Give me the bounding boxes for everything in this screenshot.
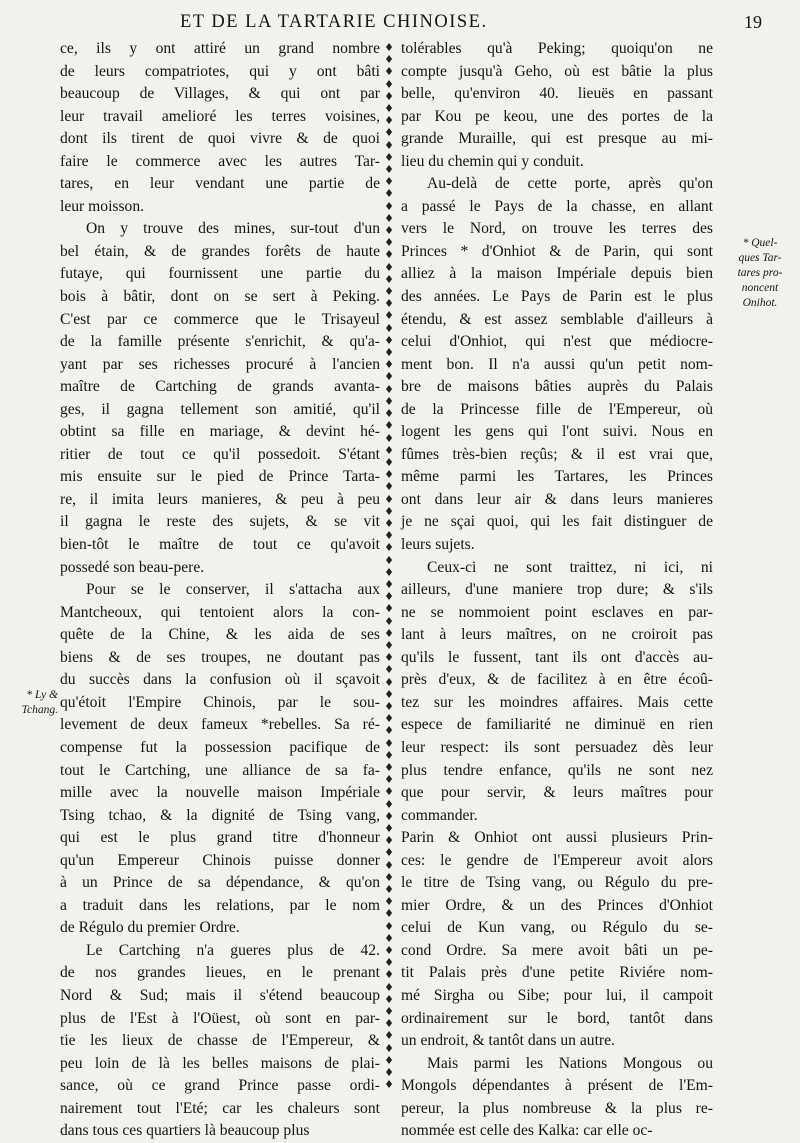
text-line: Pour se le conserver, il s'attacha aux	[86, 581, 380, 599]
text-line: ritier de tout ce qu'il possedoit. S'étant	[60, 445, 380, 463]
text-line: par Kou pe keou, une des portes de la	[401, 107, 713, 125]
text-line: mille avec la nouvelle maison Impériale	[60, 784, 380, 802]
text-line: mé Sirgha ou Sibe; pour lui, il campoit	[401, 986, 713, 1004]
text-line: Parin & Onhiot ont aussi plusieurs Prin-	[401, 829, 713, 847]
text-line: bre de maisons bâties auprès du Palais	[401, 378, 713, 396]
text-line: tares, en leur vendant une partie de	[60, 175, 380, 193]
text-line: nommée est celle des Kalka: car elle oc-	[401, 1122, 653, 1140]
text-line: à un Prince de sa dépendance, & qu'on	[60, 874, 380, 892]
text-line: tout le Cartching, une alliance de sa fa-	[60, 761, 380, 779]
text-line: je ne sçai quoi, qui les fait distinguer de	[401, 513, 713, 531]
text-line: plus de l'Est à l'Oüest, où sont en par-	[60, 1009, 380, 1027]
text-line: vers le Nord, on trouve les terres des	[401, 220, 713, 238]
text-line: compense fut la possession pacifique de	[60, 738, 380, 756]
text-line: belle, qu'environ 40. lieuës en passant	[401, 85, 713, 103]
text-line: espece de familiarité ne diminuë en rien	[401, 716, 713, 734]
text-line: qu'ils le fussent, tant ils ont d'accès au-	[401, 648, 713, 666]
text-line: ont dans leur air & dans leurs manieres	[401, 490, 713, 508]
text-line: ces: le gendre de l'Empereur avoit alors	[401, 851, 713, 869]
margin-note-line: * Ly &	[26, 689, 58, 701]
margin-note-line: Onihot.	[742, 297, 778, 309]
text-line: étendu, & est assez semblable d'ailleurs à	[401, 310, 713, 328]
text-line: alliez à la maison Impériale depuis bien	[401, 265, 713, 283]
text-line: yant par ses richesses procuré à l'ancien	[60, 355, 380, 373]
text-line: leur moisson.	[60, 197, 145, 215]
text-line: lieu du chemin qui y conduit.	[401, 152, 584, 170]
text-line: dont ils tirent de quoi vivre & de quoi	[60, 130, 380, 148]
text-line: ment bon. Il n'a aussi qu'un petit nom-	[401, 355, 713, 373]
text-line: même parmi les Tartares, les Princes	[401, 468, 713, 486]
text-line: lant à leurs maîtres, on ne croiroit pas	[401, 626, 713, 644]
ornamental-column-divider: ♦ ♦ ♦ ♦ ♦ ♦ ♦ ♦ ♦ ♦ ♦ ♦ ♦ ♦ ♦ ♦ ♦ ♦ ♦ ♦ ♦ ♦ ♦ ♦ ♦ ♦ ♦ ♦ ♦ ♦ ♦ ♦ ♦ ♦ ♦ ♦ ♦ ♦ ♦ ♦ ♦ ♦ ♦ ♦ ♦ ♦ ♦ ♦ ♦ ♦ ♦ ♦ ♦ ♦ ♦ ♦ ♦ ♦ ♦ ♦ ♦ ♦ ♦ ♦ ♦ ♦ ♦ ♦ ♦ ♦ ♦ ♦ ♦ ♦ ♦ ♦ ♦ ♦ ♦ ♦ ♦ ♦ ♦ ♦ ♦ ♦	[384, 41, 394, 1092]
text-line: du succès dans la confusion où il sçavoit	[60, 671, 380, 689]
text-line: bois à bâtir, dont on se sert à Peking.	[60, 288, 380, 306]
text-line: possedé son beau-pere.	[60, 558, 205, 576]
text-line: logent les gens qui l'ont suivi. Nous en	[401, 423, 713, 441]
text-line: un endroit, & tantôt dans un autre.	[401, 1032, 615, 1050]
left-text-column	[60, 38, 380, 1143]
text-line: sance, où ce grand Prince passe ordi-	[60, 1077, 380, 1095]
margin-note-right	[724, 236, 796, 311]
text-line: biens & de ses troupes, ne doutant pas	[60, 648, 380, 666]
text-line: de leurs compatriotes, qui y ont bâti	[60, 62, 380, 80]
text-line: de la famille présente s'enrichit, & qu'a-	[60, 333, 380, 351]
text-line: beaucoup de Villages, & qui ont par	[60, 85, 380, 103]
text-line: qu'un Empereur Chinois puisse donner	[60, 851, 380, 869]
text-line: faire le commerce avec les autres Tar-	[60, 152, 380, 170]
text-line: Ceux-ci ne sont traittez, ni ici, ni	[427, 558, 713, 576]
text-line: il gagna le reste des sujets, & se vit	[60, 513, 380, 531]
margin-note-line: noncent	[741, 282, 779, 294]
text-line: pereur, la plus nombreuse & la plus re-	[401, 1099, 713, 1117]
text-line: tit Palais près d'une petite Riviére nom-	[401, 964, 713, 982]
text-line: nairement tout l'Eté; car les chaleurs sont	[60, 1099, 380, 1117]
text-line: des années. Le Pays de Parin est le plus	[401, 288, 713, 306]
text-line: dans tous ces quartiers là beaucoup plus	[60, 1122, 310, 1140]
text-line: obtint sa fille en mariage, & devint hé-	[60, 423, 380, 441]
text-line: mier Ordre, & un des Princes d'Onhiot	[401, 896, 713, 914]
text-line: ce, ils y ont attiré un grand nombre	[60, 40, 380, 57]
text-line: Nord & Sud; mais il s'étend beaucoup	[60, 986, 380, 1004]
text-line: leurs sujets.	[401, 536, 475, 554]
margin-note-line: tares pro-	[737, 267, 783, 279]
margin-note-line: Tchang.	[21, 704, 58, 716]
text-line: levement de deux fameux *rebelles. Sa ré-	[60, 716, 380, 734]
text-line: leur respect: ils sont persuadez dès leur	[401, 738, 713, 756]
text-line: C'est par ce commerce que le Trisayeul	[60, 310, 380, 328]
text-line: a passé le Pays de la chasse, en allant	[401, 197, 713, 215]
text-line: compte jusqu'à Geho, où est bâtie la plus	[401, 62, 713, 80]
text-line: qui est le plus grand titre d'honneur	[60, 829, 380, 847]
right-text-column	[401, 38, 713, 1143]
text-line: a traduit dans les relations, par le nom	[60, 896, 380, 914]
text-line: plus tendre enfance, qu'ils ne sont nez	[401, 761, 713, 779]
margin-note-line: * Quel-	[742, 237, 778, 249]
text-line: leur travail amelioré les terres voisines,	[60, 107, 380, 125]
text-line: celui d'Onhiot, qui n'est que médiocre-	[401, 333, 713, 351]
text-line: On y trouve des mines, sur-tout d'un	[86, 220, 380, 238]
text-line: Mais parmi les Nations Mongous ou	[427, 1054, 713, 1072]
text-line: futaye, qui fournissent une partie du	[60, 265, 380, 283]
text-line: Au-delà de cette porte, après qu'on	[427, 175, 713, 193]
text-line: ges, il gagna tellement son amitié, qu'il	[60, 400, 380, 418]
page-number: 19	[744, 12, 762, 32]
text-line: fûmes très-bien reçûs; & il est vrai que,	[401, 445, 713, 463]
text-line: celui de Kun vang, ou Régulo du se-	[401, 919, 713, 937]
text-line: tez sur les moindres affaires. Mais cette	[401, 693, 713, 711]
text-line: que pour servir, & leurs maîtres pour	[401, 784, 713, 802]
text-line: de nos grandes lieues, en le prenant	[60, 964, 380, 982]
text-line: qu'étoit l'Empire Chinois, par le sou-	[60, 693, 380, 711]
text-line: commander.	[401, 806, 478, 824]
text-line: maître de Cartching de grands avanta-	[60, 378, 380, 396]
text-line: de Régulo du premier Ordre.	[60, 919, 240, 937]
text-line: Mongols dépendantes à présent de l'Em-	[401, 1077, 713, 1095]
text-line: re, il imita leurs manieres, & peu à peu	[60, 490, 380, 508]
margin-note-line: ques Tar-	[738, 252, 782, 264]
text-line: peu loin de là les belles maisons de plai-	[60, 1054, 380, 1072]
text-line: le titre de Tsing vang, ou Régulo du pre-	[401, 874, 713, 892]
text-line: mis ensuite sur le pied de Prince Tarta-	[60, 468, 380, 486]
text-line: Mantcheoux, qui tentoient alors la con-	[60, 603, 380, 621]
running-title: ET DE LA TARTARIE CHINOISE.	[180, 12, 488, 32]
text-line: quête de la Chine, & les aida de ses	[60, 626, 380, 644]
text-line: ne se nommoient point esclaves en par-	[401, 603, 713, 621]
text-line: ailleurs, d'une maniere trop dure; & s'ils	[401, 581, 713, 599]
text-line: près d'eux, & de facilitez à en être écoû-	[401, 671, 713, 689]
text-line: Le Cartching n'a gueres plus de 42.	[86, 941, 380, 959]
text-line: cond Ordre. Sa mere avoit bâti un pe-	[401, 941, 713, 959]
text-line: grande Muraille, qui est presque au mi-	[401, 130, 713, 148]
text-line: ordinairement sur le bord, tantôt dans	[401, 1009, 713, 1027]
text-line: bel étain, & de grandes forêts de haute	[60, 242, 380, 260]
margin-note-left	[2, 688, 58, 718]
text-line: tolérables qu'à Peking; quoiqu'on ne	[401, 40, 713, 57]
text-line: Princes * d'Onhiot & de Parin, qui sont	[401, 242, 713, 260]
text-line: Tsing tchao, & la dignité de Tsing vang,	[60, 806, 380, 824]
page-header	[60, 12, 762, 36]
text-line: bien-tôt le maître de tout ce qu'avoit	[60, 536, 380, 554]
text-line: tie les lieux de chasse de l'Empereur, &	[60, 1032, 380, 1050]
text-line: de la Princesse fille de l'Empereur, où	[401, 400, 713, 418]
